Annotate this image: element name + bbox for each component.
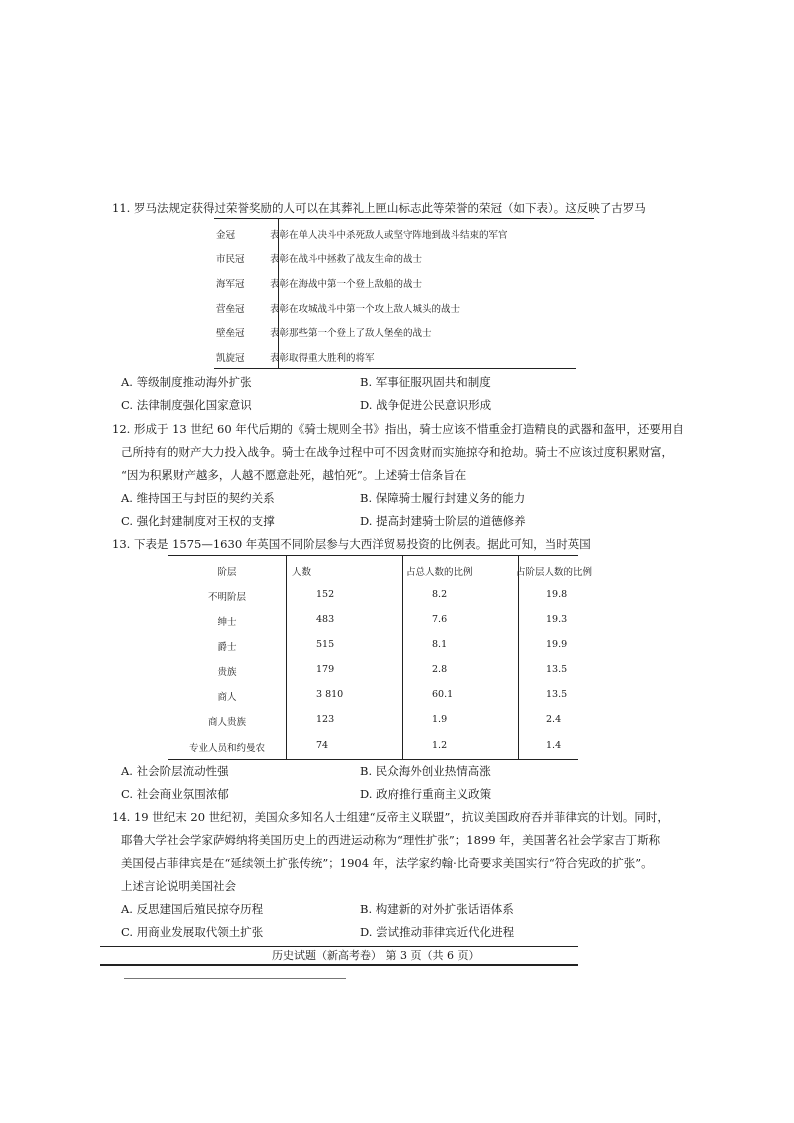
- column-header: 占阶层人数的比例: [516, 567, 593, 578]
- q11-option-c[interactable]: C. 法律制度强化国家意识: [121, 398, 252, 412]
- q14-option-a[interactable]: A. 反思建国后殖民掠夺历程: [121, 902, 264, 916]
- q13-table-row: [168, 583, 578, 608]
- total-ratio-cell: 1.2: [432, 740, 448, 751]
- q11-table-row: [214, 345, 594, 369]
- column-header: 占总人数的比例: [406, 567, 473, 578]
- q13-option-b[interactable]: B. 民众海外创业热情高涨: [360, 764, 491, 778]
- class-ratio-cell: 2.4: [546, 714, 562, 725]
- crown-name: 凯旋冠: [216, 353, 245, 364]
- total-ratio-cell: 8.2: [432, 589, 448, 600]
- class-ratio-cell: 19.3: [546, 614, 568, 625]
- q13-stem: 13. 下表是 1575—1630 年英国不同阶层参与大西洋贸易投资的比例表。据此可知，当时英国: [112, 537, 591, 551]
- crown-name: 营垒冠: [216, 304, 245, 315]
- q11-table-row: [214, 222, 594, 246]
- q11-option-d[interactable]: D. 战争促进公民意识形成: [360, 398, 492, 412]
- total-ratio-cell: 7.6: [432, 614, 448, 625]
- total-ratio-cell: 2.8: [432, 664, 448, 675]
- class-name: 贵族: [217, 667, 237, 678]
- total-ratio-cell: 8.1: [432, 639, 448, 650]
- q14-stem-line: 上述言论说明美国社会: [121, 879, 236, 893]
- q11-table-row: [214, 271, 594, 295]
- q13-table-top-border: [168, 555, 578, 556]
- count-cell: 152: [316, 589, 335, 600]
- class-name: 商人贵族: [207, 717, 246, 728]
- count-cell: 483: [316, 614, 335, 625]
- q13-option-d[interactable]: D. 政府推行重商主义政策: [360, 787, 492, 801]
- crown-name: 壁垒冠: [216, 328, 245, 339]
- footer-rule-bottom: [100, 964, 578, 966]
- q11-option-a[interactable]: A. 等级制度推动海外扩张: [121, 375, 252, 389]
- crown-description: 表彰在战斗中拯救了战友生命的战士: [270, 254, 423, 265]
- q12-stem-line: 12. 形成于 13 世纪 60 年代后期的《骑士规则全书》指出，骑士应该不惜重金打造精良的武器和盔甲，还要用自: [112, 422, 684, 436]
- q11-table-row: [214, 246, 594, 270]
- column-header: 阶层: [217, 567, 237, 578]
- total-ratio-cell: 1.9: [432, 714, 448, 725]
- page-footer: 历史试题（新高考卷） 第 3 页（共 6 页）: [272, 949, 480, 962]
- q12-stem-line: 己所持有的财产大力投入战争。骑士在战争过程中可不因贪财而实施掠夺和抢劫。骑士不应该过度积累财富，: [121, 445, 673, 459]
- q11-option-b[interactable]: B. 军事征服巩固共和制度: [360, 375, 491, 389]
- count-cell: 74: [316, 740, 329, 751]
- q13-table-row: [168, 608, 578, 633]
- q13-option-a[interactable]: A. 社会阶层流动性强: [121, 764, 229, 778]
- q12-option-b[interactable]: B. 保障骑士履行封建义务的能力: [360, 491, 526, 505]
- crown-name: 市民冠: [216, 254, 245, 265]
- q12-option-a[interactable]: A. 维持国王与封臣的契约关系: [121, 491, 275, 505]
- q14-stem-line: 耶鲁大学社会学家萨姆纳将美国历史上的西进运动称为“理性扩张”；1899 年，美国著名社会学家吉丁斯称: [121, 833, 661, 847]
- crown-name: 金冠: [216, 230, 236, 241]
- q14-option-b[interactable]: B. 构建新的对外扩张话语体系: [360, 902, 514, 916]
- column-header: 人数: [292, 567, 312, 578]
- q12-option-c[interactable]: C. 强化封建制度对王权的支撑: [121, 514, 275, 528]
- q14-option-c[interactable]: C. 用商业发展取代领土扩张: [121, 925, 264, 939]
- count-cell: 515: [316, 639, 335, 650]
- class-name: 商人: [217, 692, 237, 703]
- crown-name: 海军冠: [216, 279, 245, 290]
- q13-table-row: [168, 734, 578, 759]
- q13-option-c[interactable]: C. 社会商业氛围浓郁: [121, 787, 229, 801]
- class-ratio-cell: 19.8: [546, 589, 568, 600]
- q12-stem-line: “因为积累财产越多，人越不愿意赴死，越怕死”。上述骑士信条旨在: [121, 468, 467, 482]
- q12-option-d[interactable]: D. 提高封建骑士阶层的道德修养: [360, 514, 526, 528]
- count-cell: 179: [316, 664, 335, 675]
- q11-stem: 11. 罗马法规定获得过荣誉奖励的人可以在其葬礼上匣山标志此等荣誉的荣冠（如下表）。这反映了古罗马: [112, 201, 646, 215]
- q14-stem-line: 美国侵占菲律宾是在“延续领土扩张传统”；1904 年，法学家约翰·比奇要求美国实行“符合宪政的扩张”。: [121, 856, 653, 870]
- count-cell: 3 810: [316, 689, 344, 700]
- q13-table-row: [168, 708, 578, 733]
- q14-option-d[interactable]: D. 尝试推动菲律宾近代化进程: [360, 925, 515, 939]
- crown-description: 表彰在海战中第一个登上敌船的战士: [270, 279, 423, 290]
- class-ratio-cell: 13.5: [546, 664, 568, 675]
- q13-table-header: [168, 558, 593, 583]
- crown-description: 表彰在单人决斗中杀死敌人或坚守阵地到战斗结束的军官: [270, 230, 508, 241]
- class-ratio-cell: 1.4: [546, 740, 562, 751]
- crown-description: 表彰在攻城战斗中第一个攻上敌人城头的战士: [270, 304, 461, 315]
- count-cell: 123: [316, 714, 335, 725]
- q11-table-row: [214, 296, 594, 320]
- q11-table-top-border: [214, 218, 594, 219]
- q13-table-bottom-border: [168, 759, 578, 760]
- class-name: 爵士: [217, 642, 237, 653]
- class-name: 专业人员和约曼农: [188, 743, 265, 754]
- total-ratio-cell: 60.1: [432, 689, 454, 700]
- class-name: 不明阶层: [207, 592, 246, 603]
- q13-table-row: [168, 683, 578, 708]
- q11-table-row: [214, 320, 594, 344]
- class-name: 绅士: [217, 617, 237, 628]
- q13-table-row: [168, 633, 578, 658]
- crown-description: 表彰取得重大胜利的将军: [270, 353, 375, 364]
- q13-table-row: [168, 658, 578, 683]
- crown-description: 表彰那些第一个登上了敌人堡垒的战士: [270, 328, 432, 339]
- q14-stem-line: 14. 19 世纪末 20 世纪初，美国众多知名人士组建“反帝主义联盟”，抗议美国政府吞并菲律宾的计划。同时，: [112, 810, 669, 824]
- footer-rule-top: [100, 946, 578, 947]
- page-bottom-dash: [124, 978, 346, 979]
- class-ratio-cell: 19.9: [546, 639, 568, 650]
- class-ratio-cell: 13.5: [546, 689, 568, 700]
